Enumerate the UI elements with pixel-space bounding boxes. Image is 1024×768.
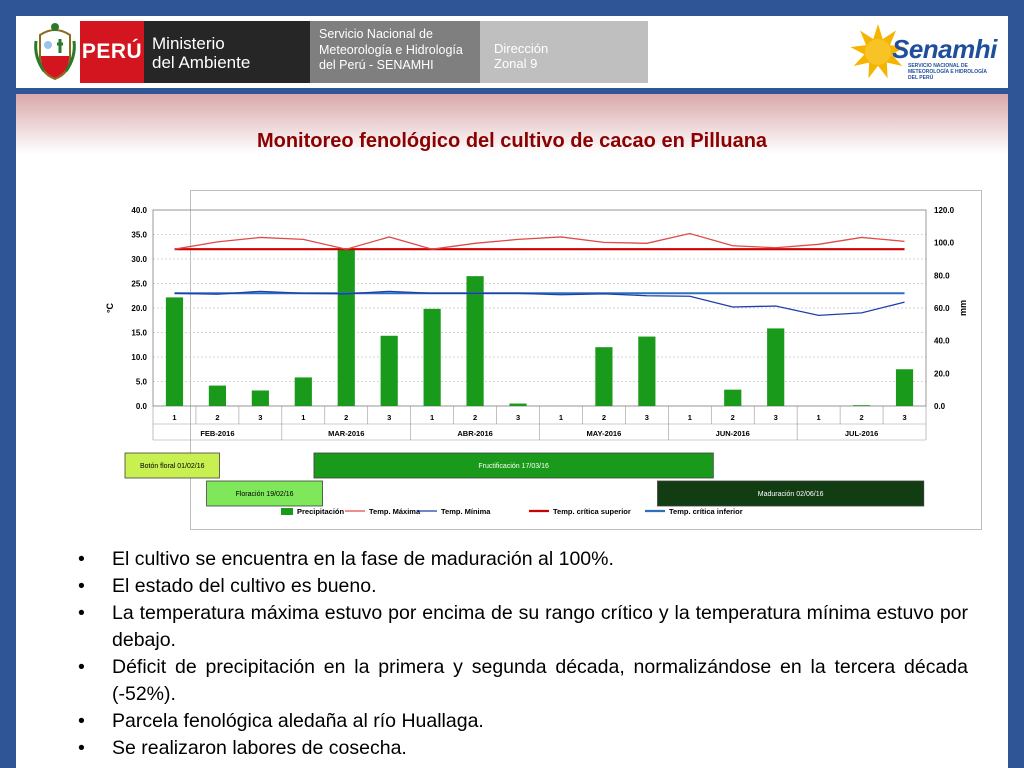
y-tick-label-right: 0.0 bbox=[934, 402, 946, 411]
legend-swatch bbox=[281, 508, 293, 515]
y-tick-label-left: 0.0 bbox=[135, 402, 147, 411]
slide bbox=[16, 16, 1008, 768]
ministerio-line-1: Ministerio bbox=[152, 34, 225, 53]
x-tick-label: 3 bbox=[387, 413, 392, 422]
x-month-label: MAR-2016 bbox=[328, 429, 365, 438]
direccion-zonal-logo bbox=[480, 21, 648, 83]
x-tick-label: 1 bbox=[687, 413, 692, 422]
legend-label: Precipitación bbox=[297, 507, 345, 516]
x-month-label: ABR-2016 bbox=[457, 429, 493, 438]
y-tick-label-left: 15.0 bbox=[131, 328, 147, 338]
legend-label: Temp. crítica inferior bbox=[669, 507, 743, 516]
precipitation-bar bbox=[853, 405, 870, 406]
precipitation-bar bbox=[595, 347, 612, 406]
list-item: • El cultivo se encuentra en la fase de maduración al 100%. bbox=[72, 546, 968, 573]
phase-label: Fructificación 17/03/16 bbox=[478, 463, 549, 470]
phenology-chart bbox=[105, 191, 981, 529]
y-tick-label-left: 30.0 bbox=[131, 255, 147, 264]
x-month-label: JUN-2016 bbox=[715, 429, 750, 438]
y-tick-label-right: 20.0 bbox=[934, 369, 950, 379]
page-title: Monitoreo fenológico del cultivo de cacao en Pilluana bbox=[256, 130, 768, 152]
precipitation-bar bbox=[252, 390, 269, 406]
precipitation-bar bbox=[767, 328, 784, 406]
x-tick-label: 1 bbox=[558, 413, 564, 422]
list-item: • Parcela fenológica aledaña al río Huallaga. bbox=[72, 708, 968, 735]
temp-minima-line bbox=[174, 291, 904, 315]
x-tick-label: 2 bbox=[344, 413, 349, 422]
legend-label: Temp. crítica superior bbox=[553, 507, 631, 516]
y-axis-label-left: °C bbox=[105, 302, 115, 314]
list-item: • Déficit de precipitación en la primera y segunda década, normalizándose en la tercera década (-52%). bbox=[72, 654, 968, 708]
y-tick-label-right: 100.0 bbox=[934, 238, 955, 248]
precipitation-bar bbox=[209, 386, 226, 406]
x-tick-label: 2 bbox=[730, 413, 735, 422]
servicio-line-3: del Perú - SENAMHI bbox=[319, 58, 434, 72]
x-month-label: MAY-2016 bbox=[586, 429, 622, 438]
x-tick-label: 1 bbox=[301, 413, 306, 422]
senamhi-logo-subtitle: SERVICIO NACIONAL DE METEOROLOGÍA E HIDROLOGÍA DEL PERÚ bbox=[908, 63, 987, 81]
senamhi-logo-text: Senamhi bbox=[892, 34, 997, 64]
y-tick-label-right: 80.0 bbox=[934, 271, 950, 281]
header bbox=[16, 16, 1008, 88]
precipitation-bar bbox=[896, 369, 913, 406]
peru-coat-of-arms-icon bbox=[34, 21, 76, 81]
y-tick-label-left: 5.0 bbox=[135, 377, 147, 387]
list-item: • El estado del cultivo es bueno. bbox=[72, 573, 968, 600]
precipitation-bar bbox=[338, 248, 355, 406]
y-tick-label-left: 10.0 bbox=[131, 353, 147, 362]
precipitation-bar bbox=[509, 404, 526, 406]
x-tick-label: 3 bbox=[902, 413, 907, 422]
x-tick-label: 2 bbox=[215, 413, 220, 422]
x-tick-label: 1 bbox=[816, 413, 821, 422]
precipitation-bar bbox=[424, 309, 441, 406]
list-item: • La temperatura máxima estuvo por encima de su rango crítico y la temperatura mínima estuvo por debajo. bbox=[72, 600, 968, 654]
x-tick-label: 3 bbox=[258, 413, 263, 422]
x-tick-label: 2 bbox=[601, 413, 607, 422]
chart-frame bbox=[105, 190, 982, 530]
x-month-label: FEB-2016 bbox=[200, 429, 235, 438]
senamhi-service-logo bbox=[310, 21, 480, 83]
precipitation-bar bbox=[295, 377, 312, 406]
x-tick-label: 2 bbox=[859, 413, 864, 422]
ministerio-logo bbox=[144, 21, 310, 83]
x-tick-label: 3 bbox=[515, 413, 521, 422]
servicio-line-1: Servicio Nacional de bbox=[319, 27, 433, 41]
phase-label: Floración 19/02/16 bbox=[235, 491, 294, 498]
phase-label: Botón floral 01/02/16 bbox=[139, 463, 205, 470]
list-item: • Se realizaron labores de cosecha. bbox=[72, 735, 968, 762]
y-tick-label-left: 25.0 bbox=[131, 279, 147, 289]
phase-label: Maduración 02/06/16 bbox=[757, 491, 824, 498]
x-tick-label: 2 bbox=[472, 413, 478, 422]
precipitation-bar bbox=[638, 337, 655, 406]
precipitation-bar bbox=[166, 297, 183, 406]
x-tick-label: 1 bbox=[172, 413, 177, 422]
legend-label: Temp. Mínima bbox=[441, 507, 491, 516]
precipitation-bar bbox=[466, 276, 483, 406]
peru-logo: PERÚ bbox=[80, 21, 144, 83]
y-tick-label-left: 40.0 bbox=[131, 206, 147, 215]
y-tick-label-right: 60.0 bbox=[934, 304, 950, 313]
y-tick-label-left: 35.0 bbox=[131, 230, 147, 240]
legend-label: Temp. Máxima bbox=[369, 507, 421, 516]
temp-maxima-line bbox=[174, 234, 904, 250]
precipitation-bar bbox=[724, 390, 741, 406]
direccion-line-2: Zonal 9 bbox=[494, 56, 538, 71]
x-month-label: JUL-2016 bbox=[844, 429, 879, 438]
x-tick-label: 1 bbox=[430, 413, 435, 422]
y-tick-label-right: 120.0 bbox=[934, 206, 955, 215]
x-tick-label: 3 bbox=[644, 413, 649, 422]
x-tick-label: 3 bbox=[773, 413, 778, 422]
y-tick-label-right: 40.0 bbox=[934, 336, 950, 346]
y-axis-label-right: mm bbox=[958, 299, 968, 317]
observations-list bbox=[72, 546, 968, 762]
ministerio-line-2: del Ambiente bbox=[152, 53, 251, 72]
servicio-line-2: Meteorología e Hidrología bbox=[319, 42, 463, 57]
precipitation-bar bbox=[381, 336, 398, 406]
y-tick-label-left: 20.0 bbox=[131, 304, 147, 313]
direccion-line-1: Dirección bbox=[494, 41, 549, 56]
